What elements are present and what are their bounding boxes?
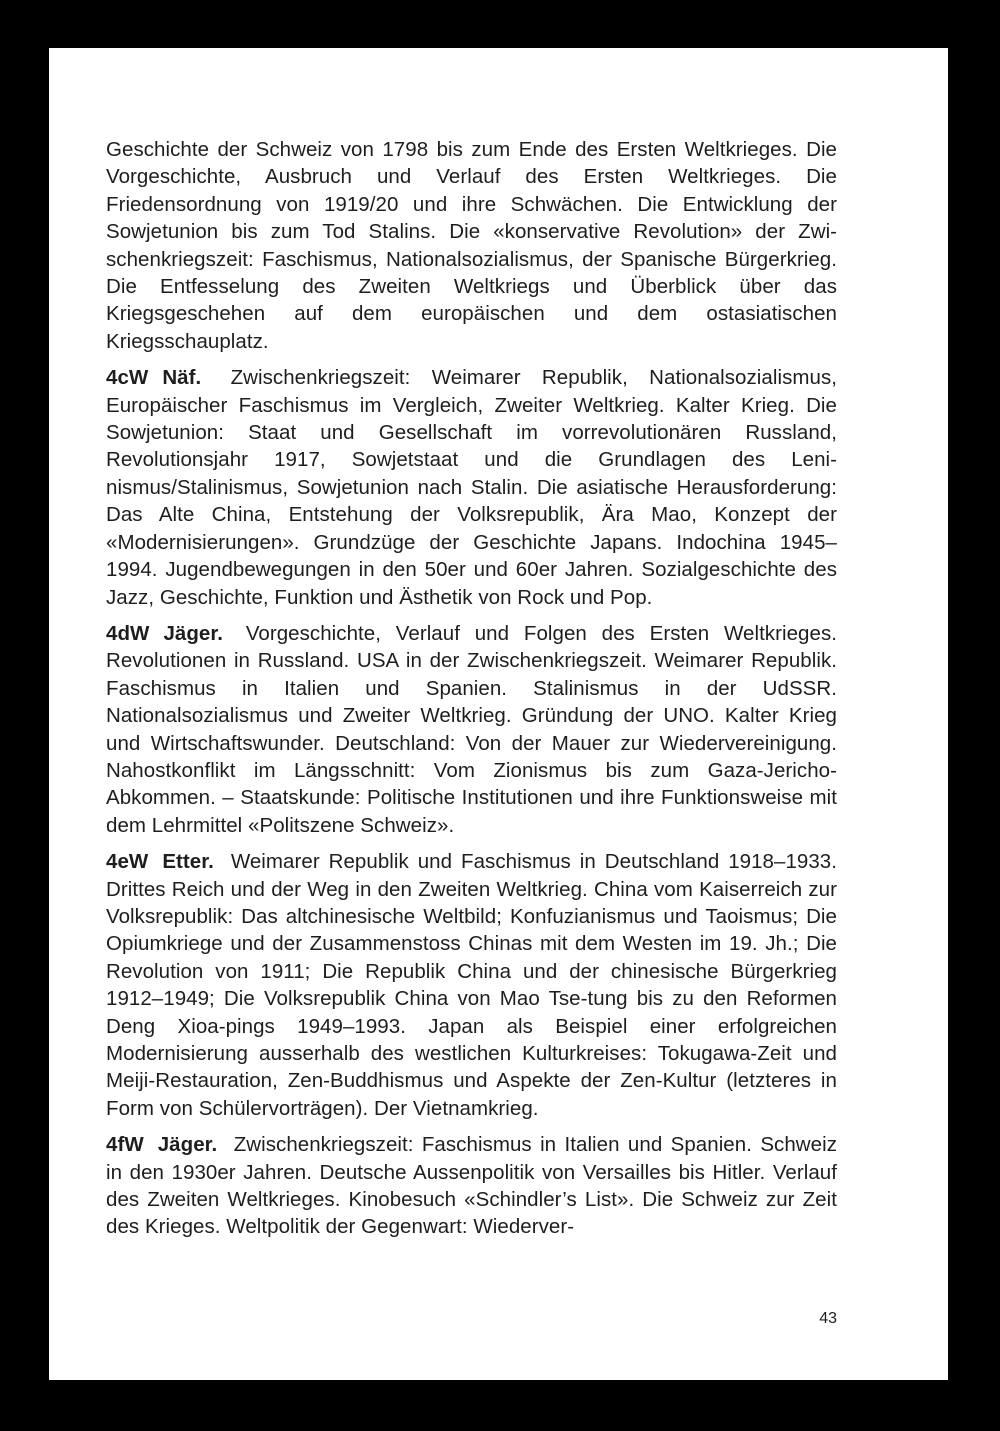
entry-paragraph-4cw xyxy=(106,364,837,611)
document-page xyxy=(49,48,948,1380)
entry-text: Zwischenkriegszeit: Faschismus in Italien und Spanien. Schweiz in den 1930er Jahren. Deutsche Aussenpolitik von Versailles bis Hitler. Verlauf des Zweiten Weltkrieges. Kinobesuch «Schindler’s List». Die Schweiz zur Zeit des Krieges. Weltpolitik der Gegenwart: Wiederver- xyxy=(106,1133,838,1239)
entry-teacher: Jäger. xyxy=(163,621,224,645)
entry-text: Vorgeschichte, Verlauf und Folgen des Ersten Weltkrieges. Revolutionen in Russland. USA in der Zwischenkriegszeit. Weimarer Republik. Faschismus in Italien und Spanien. Stalinismus in der UdSSR. Nationalsozialismus und Zweiter Weltkrieg. Gründung der UNO. Kalter Krieg und Wirtschaftswunder. Deutschland: Von der Mauer zur Wiedervereinigung. Nahostkonflikt im Längsschnitt: Vom Zionismus bis zum Gaza-Jericho-Abkommen. – Staatskunde: Politische Institutionen und ihre Funktionsweise mit dem Lehrmittel «Politszene Schweiz». xyxy=(106,621,837,837)
entry-paragraph-4dw xyxy=(106,620,837,839)
page-body xyxy=(106,136,837,1250)
entry-paragraph-4ew xyxy=(106,848,837,1122)
entry-text: Weimarer Republik und Faschismus in Deutschland 1918–1933. Drittes Reich und der Weg in den Zweiten Weltkrieg. China vom Kaiserreich zur Volksrepublik: Das altchinesische Weltbild; Konfuzianismus und Taoismus; Die Opiumkriege und der Zusammenstoss Chinas mit dem Westen im 19. Jh.; Die Revolution von 1911; Die Republik China und der chinesische Bürgerkrieg 1912–1949; Die Volksrepublik China von Mao Tse-tung bis zu den Reformen Deng Xioa-pings 1949–1993. Japan als Beispiel einer erfolgreichen Modernisierung ausserhalb des westlichen Kulturkreises: Tokugawa-Zeit und Meiji-Restauration, Zen-Buddhismus und Aspekte der Zen-Kultur (letzteres in Form von Schülervorträgen). Der Vietnamkrieg. xyxy=(106,850,838,1120)
entry-code: 4fW xyxy=(106,1133,144,1157)
entry-code: 4dW xyxy=(106,621,150,645)
intro-text: Geschichte der Schweiz von 1798 bis zum Ende des Ersten Weltkrieges. Die Vorgeschichte, Ausbruch und Verlauf des Ersten Weltkrieges. Die Friedensordnung von 1919/20 und ihre Schwächen. Die Entwicklung der Sowjetunion bis zum Tod Stalins. Die «konservative Revolution» der Zwischenkriegszeit: Faschismus, Nationalsozialismus, der Spanische Bürgerkrieg. Die Entfesselung des Zweiten Weltkriegs und Überblick über das Kriegsgeschehen auf dem europäischen und dem ostasiatischen Kriegsschauplatz. xyxy=(106,138,837,353)
entry-teacher: Jäger. xyxy=(157,1133,218,1157)
entry-teacher: Näf. xyxy=(162,366,202,390)
entry-code: 4cW xyxy=(106,366,149,390)
entry-code: 4eW xyxy=(106,850,149,874)
entry-teacher: Etter. xyxy=(162,850,214,874)
entry-text: Zwischenkriegszeit: Weimarer Republik, Nationalsozialismus, Europäischer Faschismus im Vergleich, Zweiter Weltkrieg. Kalter Krieg. Die Sowjetunion: Staat und Gesellschaft im vorrevolutionären Russland, Revolutionsjahr 1917, Sowjetstaat und die Grundlagen des Leninismus/Stalinismus, Sowjetunion nach Stalin. Die asiatische Herausforderung: Das Alte China, Entstehung der Volksrepublik, Ära Mao, Konzept der «Modernisierungen». Grundzüge der Geschichte Japans. Indochina 1945–1994. Jugendbewegungen in den 50er und 60er Jahren. Sozialgeschichte des Jazz, Geschichte, Funktion und Ästhetik von Rock und Pop. xyxy=(106,366,837,609)
entry-paragraph-4fw xyxy=(106,1131,837,1241)
page-number: 43 xyxy=(819,1310,837,1327)
intro-paragraph xyxy=(106,136,837,355)
